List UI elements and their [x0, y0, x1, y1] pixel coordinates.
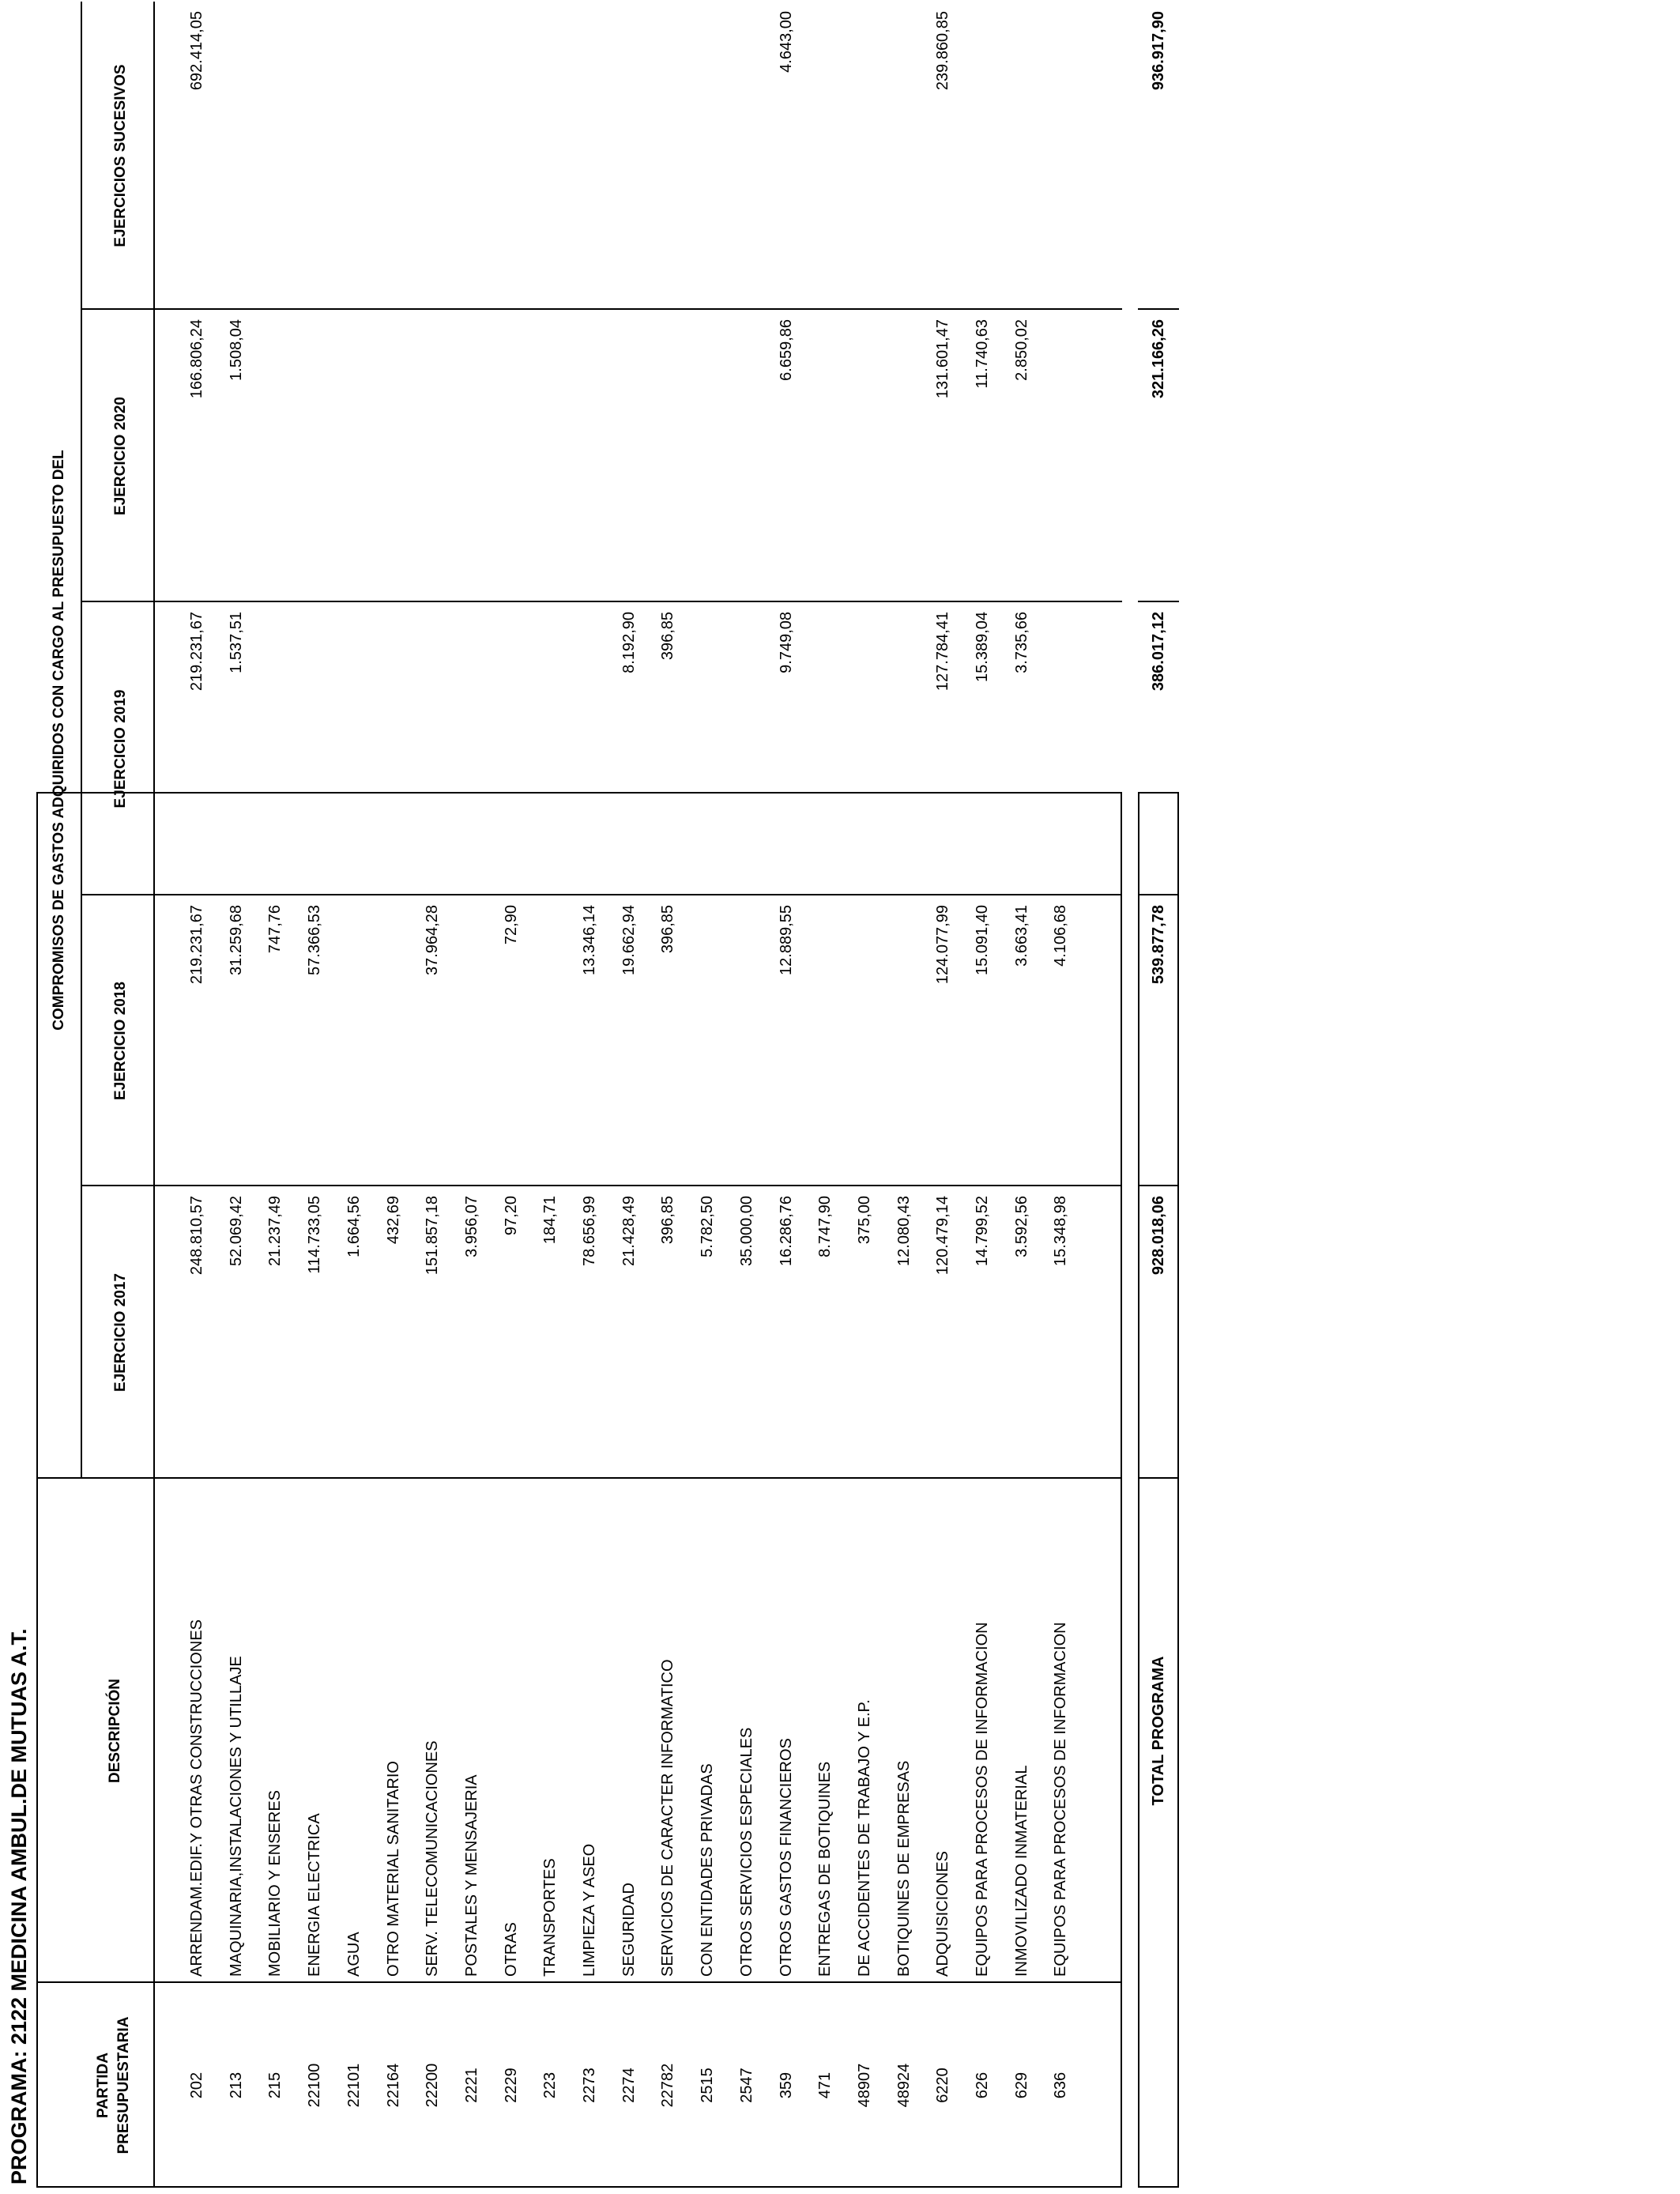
- cell-partida: 22164: [384, 2063, 402, 2108]
- cell-e2020: [492, 319, 531, 602]
- cell-e2020: [609, 319, 649, 602]
- cell-e2018: [884, 905, 924, 1186]
- cell-partida: 22200: [424, 2063, 442, 2108]
- cell-descripcion: AGUA: [345, 1932, 363, 1977]
- cell-suc: [374, 11, 413, 310]
- cell-e2019: 9.749,08: [777, 612, 795, 673]
- cell-e2017: 3.956,07: [462, 1196, 480, 1257]
- cell-e2019: 219.231,67: [188, 612, 205, 692]
- cell-e2020: [884, 319, 924, 602]
- cell-suc: 4.643,00: [777, 11, 795, 73]
- cell-partida: 359: [777, 2071, 795, 2099]
- cell-descripcion: BOTIQUINES DE EMPRESAS: [895, 1760, 913, 1977]
- cell-suc: [570, 11, 609, 310]
- cell-e2017: 21.428,49: [620, 1196, 638, 1266]
- group-header-line: [81, 2, 82, 1479]
- cell-partida: 626: [974, 2071, 991, 2099]
- cell-suc: [845, 11, 884, 310]
- header-group: COMPROMISOS DE GASTOS ADQUIRIDOS CON CARGO AL PRESUPUESTO DEL: [51, 450, 67, 1031]
- cell-descripcion: ADQUISICIONES: [934, 1851, 952, 1977]
- cell-descripcion: ENERGIA ELECTRICA: [306, 1813, 324, 1977]
- cell-partida: 629: [1012, 2071, 1030, 2099]
- header-ej2020: EJERCICIO 2020: [112, 397, 129, 515]
- cell-e2017: 14.799,52: [974, 1196, 991, 1266]
- cell-e2020: [845, 319, 884, 602]
- cell-e2018: [374, 905, 413, 1186]
- cell-e2019: [412, 612, 452, 895]
- cell-e2020: 1.508,04: [227, 319, 245, 381]
- cell-descripcion: ARRENDAM.EDIF.Y OTRAS CONSTRUCCIONES: [188, 1619, 205, 1977]
- cell-e2017: 248.810,57: [188, 1196, 205, 1276]
- cell-suc: [412, 11, 452, 310]
- cell-e2018: 57.366,53: [306, 905, 324, 975]
- page-title: PROGRAMA: 2122 MEDICINA AMBUL.DE MUTUAS A.T.: [7, 1628, 31, 2185]
- cell-e2017: 35.000,00: [737, 1196, 755, 1266]
- cell-e2019: [334, 612, 374, 895]
- cell-e2020: [727, 319, 767, 602]
- cell-e2017: 12.080,43: [895, 1196, 913, 1266]
- cell-e2018: [805, 905, 845, 1186]
- cell-e2019: [374, 612, 413, 895]
- cell-e2019: 8.192,90: [620, 612, 638, 673]
- cell-partida: 215: [266, 2071, 284, 2099]
- cell-partida: 48907: [855, 2063, 873, 2108]
- cell-descripcion: OTRAS: [502, 1922, 520, 1977]
- cell-suc: [648, 11, 687, 310]
- cell-e2017: 97,20: [502, 1196, 520, 1236]
- cell-e2018: [687, 905, 727, 1186]
- cell-suc: [962, 11, 1002, 310]
- cell-e2017: 432,69: [384, 1196, 402, 1245]
- cell-suc: [217, 11, 256, 310]
- total-2019: 386.017,12: [1150, 612, 1167, 692]
- cell-partida: 2221: [462, 2068, 480, 2103]
- cell-suc: [334, 11, 374, 310]
- cell-e2019: [570, 612, 609, 895]
- cell-e2018: 13.346,14: [581, 905, 598, 975]
- cell-suc: [687, 11, 727, 310]
- cell-e2019: 396,85: [659, 612, 677, 661]
- cell-e2019: 3.735,66: [1012, 612, 1030, 673]
- cell-e2018: [452, 905, 492, 1186]
- cell-e2018: 747,76: [266, 905, 284, 954]
- cell-partida: 202: [188, 2071, 205, 2099]
- cell-e2020: 166.806,24: [188, 319, 205, 399]
- cell-descripcion: LIMPIEZA Y ASEO: [581, 1843, 598, 1977]
- cell-e2018: 3.663,41: [1012, 905, 1030, 967]
- cell-partida: 48924: [895, 2063, 913, 2108]
- cell-e2020: [452, 319, 492, 602]
- cell-descripcion: ENTREGAS DE BOTIQUINES: [816, 1761, 834, 1977]
- cell-partida: 223: [541, 2071, 559, 2099]
- cell-e2020: [412, 319, 452, 602]
- cell-partida: 22100: [306, 2063, 324, 2108]
- cell-e2018: 4.106,68: [1052, 905, 1070, 967]
- cell-e2017: 52.069,42: [227, 1196, 245, 1266]
- cell-e2019: [687, 612, 727, 895]
- cell-e2019: [727, 612, 767, 895]
- cell-e2018: [334, 905, 374, 1186]
- total-sucesivos: 936.917,90: [1150, 11, 1167, 91]
- cell-e2019: 15.389,04: [974, 612, 991, 682]
- cell-e2019: [255, 612, 295, 895]
- cell-e2017: 1.664,56: [345, 1196, 363, 1257]
- cell-e2019: [845, 612, 884, 895]
- cell-e2020: [295, 319, 334, 602]
- cell-e2019: 1.537,51: [227, 612, 245, 673]
- total-label: TOTAL PROGRAMA: [1150, 1656, 1167, 1806]
- cell-e2019: [452, 612, 492, 895]
- header-ej2017: EJERCICIO 2017: [112, 1273, 129, 1392]
- cell-e2020: [255, 319, 295, 602]
- total-2020: 321.166,26: [1150, 319, 1167, 399]
- cell-e2017: 8.747,90: [816, 1196, 834, 1257]
- cell-e2018: 219.231,67: [188, 905, 205, 985]
- cell-suc: [295, 11, 334, 310]
- cell-descripcion: MAQUINARIA,INSTALACIONES Y UTILLAJE: [227, 1656, 245, 1977]
- header-bottom-line: [153, 2, 155, 2188]
- cell-partida: 471: [816, 2071, 834, 2099]
- cell-descripcion: TRANSPORTES: [541, 1858, 559, 1977]
- cell-descripcion: SEGURIDAD: [620, 1883, 638, 1977]
- cell-partida: 2515: [699, 2068, 717, 2103]
- cell-e2020: 11.740,63: [974, 319, 991, 389]
- cell-suc: [492, 11, 531, 310]
- cell-e2019: [295, 612, 334, 895]
- cell-e2017: 396,85: [659, 1196, 677, 1245]
- cell-e2020: [530, 319, 570, 602]
- header-sucesivos: EJERCICIOS SUCESIVOS: [112, 64, 129, 247]
- cell-e2018: 72,90: [502, 905, 520, 945]
- cell-suc: [255, 11, 295, 310]
- cell-e2018: 15.091,40: [974, 905, 991, 975]
- cell-e2020: [334, 319, 374, 602]
- cell-e2017: 21.237,49: [266, 1196, 284, 1266]
- header-partida: PARTIDA PRESUPUESTARIA: [95, 2016, 132, 2154]
- cell-descripcion: CON ENTIDADES PRIVADAS: [699, 1763, 717, 1977]
- cell-e2017: 78.656,99: [581, 1196, 598, 1266]
- cell-partida: 22101: [345, 2063, 363, 2108]
- cell-e2017: 151.857,18: [424, 1196, 442, 1276]
- cell-e2017: 15.348,98: [1052, 1196, 1070, 1266]
- cell-e2018: 124.077,99: [934, 905, 952, 985]
- cell-partida: 2273: [581, 2068, 598, 2103]
- cell-e2017: 184,71: [541, 1196, 559, 1245]
- cell-e2017: 375,00: [855, 1196, 873, 1245]
- cell-descripcion: EQUIPOS PARA PROCESOS DE INFORMACION: [1052, 1622, 1070, 1977]
- cell-e2018: 396,85: [659, 905, 677, 954]
- cell-e2020: 6.659,86: [777, 319, 795, 381]
- cell-suc: 692.414,05: [188, 11, 205, 91]
- cell-descripcion: MOBILIARIO Y ENSERES: [266, 1789, 284, 1977]
- cell-e2017: 3.592,56: [1012, 1196, 1030, 1257]
- cell-descripcion: POSTALES Y MENSAJERIA: [462, 1774, 480, 1977]
- header-descripcion: DESCRIPCIÓN: [107, 1679, 123, 1783]
- cell-partida: 22782: [659, 2063, 677, 2108]
- cell-suc: [727, 11, 767, 310]
- cell-descripcion: INMOVILIZADO INMATERIAL: [1012, 1765, 1030, 1977]
- cell-e2018: [530, 905, 570, 1186]
- cell-descripcion: OTROS SERVICIOS ESPECIALES: [737, 1727, 755, 1977]
- cell-suc: [884, 11, 924, 310]
- cell-descripcion: DE ACCIDENTES DE TRABAJO Y E.P.: [855, 1699, 873, 1977]
- cell-suc: [1041, 11, 1080, 310]
- cell-partida: 213: [227, 2071, 245, 2099]
- cell-partida: 2229: [502, 2068, 520, 2103]
- cell-descripcion: OTROS GASTOS FINANCIEROS: [777, 1738, 795, 1977]
- cell-descripcion: SERVICIOS DE CARACTER INFORMATICO: [659, 1659, 677, 1977]
- cell-e2019: [805, 612, 845, 895]
- cell-e2020: [648, 319, 687, 602]
- cell-e2018: 31.259,68: [227, 905, 245, 975]
- cell-e2018: [727, 905, 767, 1186]
- cell-suc: [609, 11, 649, 310]
- cell-e2019: [492, 612, 531, 895]
- cell-e2017: 114.733,05: [306, 1196, 324, 1274]
- header-ej2019: EJERCICIO 2019: [112, 689, 129, 809]
- cell-e2020: 2.850,02: [1012, 319, 1030, 381]
- cell-e2019: [884, 612, 924, 895]
- cell-e2018: 12.889,55: [777, 905, 795, 975]
- cell-suc: [1002, 11, 1042, 310]
- header-ej2018: EJERCICIO 2018: [112, 982, 129, 1100]
- cell-e2018: [845, 905, 884, 1186]
- cell-descripcion: EQUIPOS PARA PROCESOS DE INFORMACION: [974, 1622, 991, 1977]
- cell-suc: [530, 11, 570, 310]
- cell-e2017: 120.479,14: [934, 1196, 952, 1276]
- cell-e2019: 127.784,41: [934, 612, 952, 692]
- cell-e2020: [805, 319, 845, 602]
- cell-partida: 636: [1052, 2071, 1070, 2099]
- cell-e2020: [570, 319, 609, 602]
- cell-suc: [452, 11, 492, 310]
- cell-descripcion: SERV. TELECOMUNICACIONES: [424, 1740, 442, 1977]
- cell-e2019: [530, 612, 570, 895]
- cell-partida: 6220: [934, 2068, 952, 2103]
- cell-suc: [805, 11, 845, 310]
- cell-descripcion: OTRO MATERIAL SANITARIO: [384, 1761, 402, 1977]
- cell-e2020: [687, 319, 727, 602]
- cell-suc: 239.860,85: [934, 11, 952, 91]
- cell-e2017: 16.286,76: [777, 1196, 795, 1266]
- cell-partida: 2274: [620, 2068, 638, 2103]
- cell-e2020: [1041, 319, 1080, 602]
- cell-e2018: 19.662,94: [620, 905, 638, 975]
- cell-e2017: 5.782,50: [699, 1196, 717, 1257]
- total-2017: 928.018,06: [1150, 1196, 1167, 1276]
- cell-e2018: 37.964,28: [424, 905, 442, 975]
- cell-e2019: [1041, 612, 1080, 895]
- cell-e2020: [374, 319, 413, 602]
- total-2018: 539.877,78: [1150, 905, 1167, 985]
- cell-e2020: 131.601,47: [934, 319, 952, 399]
- cell-partida: 2547: [737, 2068, 755, 2103]
